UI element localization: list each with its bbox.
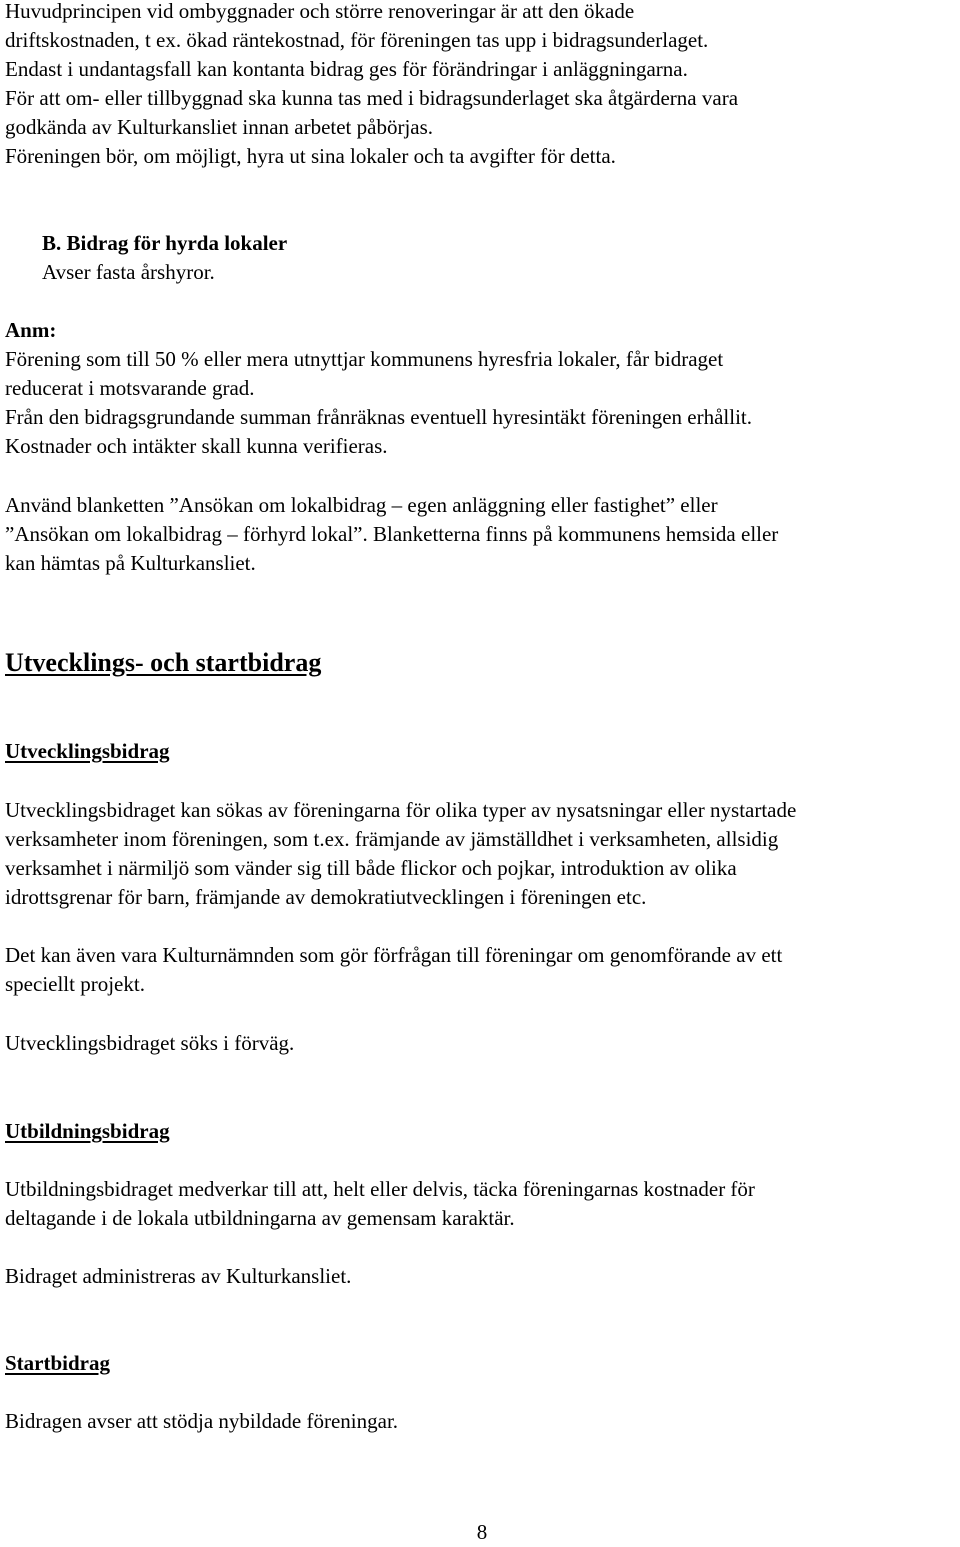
note-line-2: reducerat i motsvarande grad. <box>5 376 255 400</box>
dev-heading: Utvecklingsbidrag <box>5 739 170 763</box>
section-b-subtext: Avser fasta årshyror. <box>42 260 215 284</box>
dev-para2-line-2: speciellt projekt. <box>5 972 145 996</box>
note-line-3: Från den bidragsgrundande summan frånräknas eventuell hyresintäkt föreningen erhållit. <box>5 405 753 429</box>
dev-para1-line-1: Utvecklingsbidraget kan sökas av föreningarna för olika typer av nysatsningar eller nystartade <box>5 798 797 822</box>
intro-line-2: driftskostnaden, t ex. ökad räntekostnad, för föreningen tas upp i bidragsunderlaget. <box>5 28 709 52</box>
edu-para1-line-1: Utbildningsbidraget medverkar till att, helt eller delvis, täcka föreningarnas kostnader för <box>5 1177 755 1201</box>
main-heading: Utvecklings- och startbidrag <box>5 648 322 677</box>
dev-para1-line-3: verksamhet i närmiljö som vänder sig till både flickor och pojkar, introduktion av olika <box>5 856 737 880</box>
note-line-1: Förening som till 50 % eller mera utnyttjar kommunens hyresfria lokaler, får bidraget <box>5 347 724 371</box>
edu-para2: Bidraget administreras av Kulturkansliet. <box>5 1264 352 1288</box>
dev-para1-line-4: idrottsgrenar för barn, främjande av demokratiutvecklingen i föreningen etc. <box>5 885 647 909</box>
intro-line-5: godkända av Kulturkansliet innan arbetet påbörjas. <box>5 115 434 139</box>
section-b-heading: B. Bidrag för hyrda lokaler <box>42 231 288 255</box>
note-label: Anm: <box>5 318 57 342</box>
intro-line-6: Föreningen bör, om möjligt, hyra ut sina lokaler och ta avgifter för detta. <box>5 144 616 168</box>
forms-line-1: Använd blanketten ”Ansökan om lokalbidrag – egen anläggning eller fastighet” eller <box>5 493 718 517</box>
forms-line-2: ”Ansökan om lokalbidrag – förhyrd lokal”. Blanketterna finns på kommunens hemsida eller <box>5 522 779 546</box>
intro-line-1: Huvudprincipen vid ombyggnader och större renoveringar är att den ökade <box>5 0 635 23</box>
dev-para2-line-1: Det kan även vara Kulturnämnden som gör förfrågan till föreningar om genomförande av ett <box>5 943 783 967</box>
dev-para3: Utvecklingsbidraget söks i förväg. <box>5 1031 295 1055</box>
intro-line-4: För att om- eller tillbyggnad ska kunna tas med i bidragsunderlaget ska åtgärderna vara <box>5 86 739 110</box>
dev-para1-line-2: verksamheter inom föreningen, som t.ex. främjande av jämställdhet i verksamheten, allsidig <box>5 827 779 851</box>
start-text: Bidragen avser att stödja nybildade föreningar. <box>5 1409 399 1433</box>
page-number: 8 <box>476 1520 488 1544</box>
note-line-4: Kostnader och intäkter skall kunna verifieras. <box>5 434 388 458</box>
edu-heading: Utbildningsbidrag <box>5 1119 170 1143</box>
edu-para1-line-2: deltagande i de lokala utbildningarna av gemensam karaktär. <box>5 1206 515 1230</box>
intro-line-3: Endast i undantagsfall kan kontanta bidrag ges för förändringar i anläggningarna. <box>5 57 688 81</box>
forms-line-3: kan hämtas på Kulturkansliet. <box>5 551 256 575</box>
start-heading: Startbidrag <box>5 1351 110 1375</box>
